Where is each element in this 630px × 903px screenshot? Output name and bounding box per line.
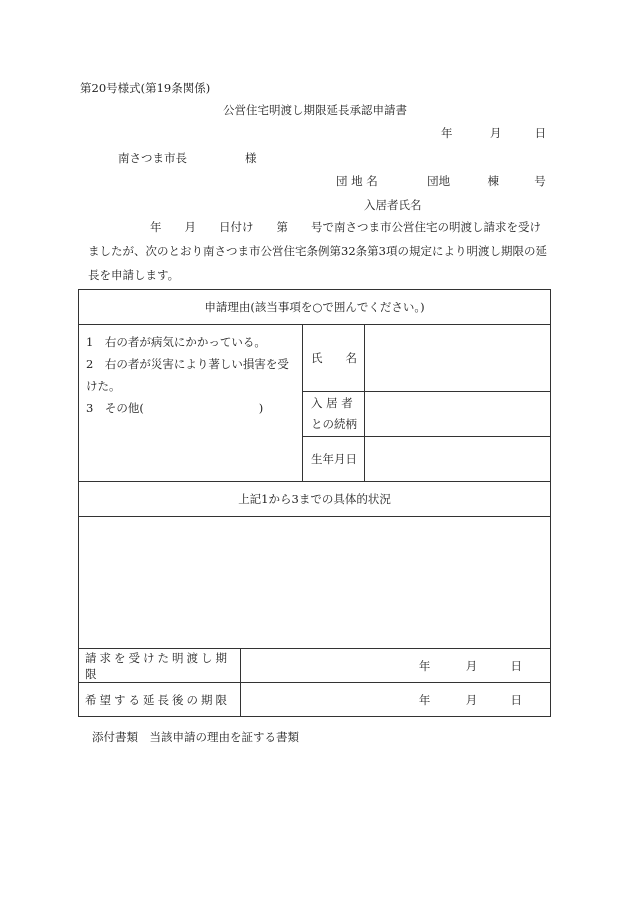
application-table [78,289,551,717]
month-label: 月 [489,126,502,140]
situation-field[interactable] [79,517,551,649]
addressee-honorific: 様 [245,151,257,165]
relation-label-line2: との続柄 [311,417,357,431]
desired-day: 日 [510,692,523,707]
resident-name-label: 入居者氏名 [364,198,422,212]
reason-3: 3 その他( ) [86,401,264,415]
reason-list [79,325,303,482]
requested-deadline-label: 請求を受けた明渡し期限 [79,649,241,683]
year-label: 年 [441,126,453,140]
relation-label-line1: 入 居 者 [311,396,353,410]
desired-year: 年 [418,692,431,707]
requested-deadline-field[interactable] [241,649,551,683]
desired-month: 月 [465,692,478,707]
day-label: 日 [534,126,547,140]
attachment-note: 添付書類 当該申請の理由を証する書類 [92,730,299,744]
birth-field[interactable] [365,437,551,482]
name-field[interactable] [365,325,551,392]
requested-month: 月 [465,658,478,673]
danchi-row [336,173,546,189]
room-unit: 号 [534,174,546,188]
body-line-1: 年 月 日付け 第 号で南さつま市公営住宅の明渡し請求を受け [150,220,541,234]
reason-2-cont: けた。 [86,379,121,393]
danchi-unit: 団地 [427,174,451,188]
desired-deadline-label: 希望する延長後の期限 [79,683,241,717]
form-number: 第20号様式(第19条関係) [80,81,211,95]
desired-deadline-field[interactable] [241,683,551,717]
situation-header: 上記1から3までの具体的状況 [79,482,551,517]
name-label: 氏 名 [303,325,365,392]
birth-label: 生年月日 [303,437,365,482]
relation-label [303,392,365,437]
body-line-3: 長を申請します。 [88,268,180,282]
body-line-2: ましたが、次のとおり南さつま市公営住宅条例第32条第3項の規定により明渡し期限の延 [88,244,547,258]
requested-day: 日 [510,658,523,673]
building-unit: 棟 [487,174,499,188]
document-title: 公営住宅明渡し期限延長承認申請書 [223,103,407,117]
application-date [441,125,546,141]
requested-year: 年 [418,658,431,673]
danchi-label: 団 地 名 [336,174,378,188]
relation-field[interactable] [365,392,551,437]
addressee-mayor: 南さつま市長 [118,151,187,165]
reason-2: 2 右の者が災害により著しい損害を受 [86,357,289,371]
reason-header: 申請理由(該当事項を○で囲んでください。) [79,290,551,325]
reason-1: 1 右の者が病気にかかっている。 [86,335,266,349]
